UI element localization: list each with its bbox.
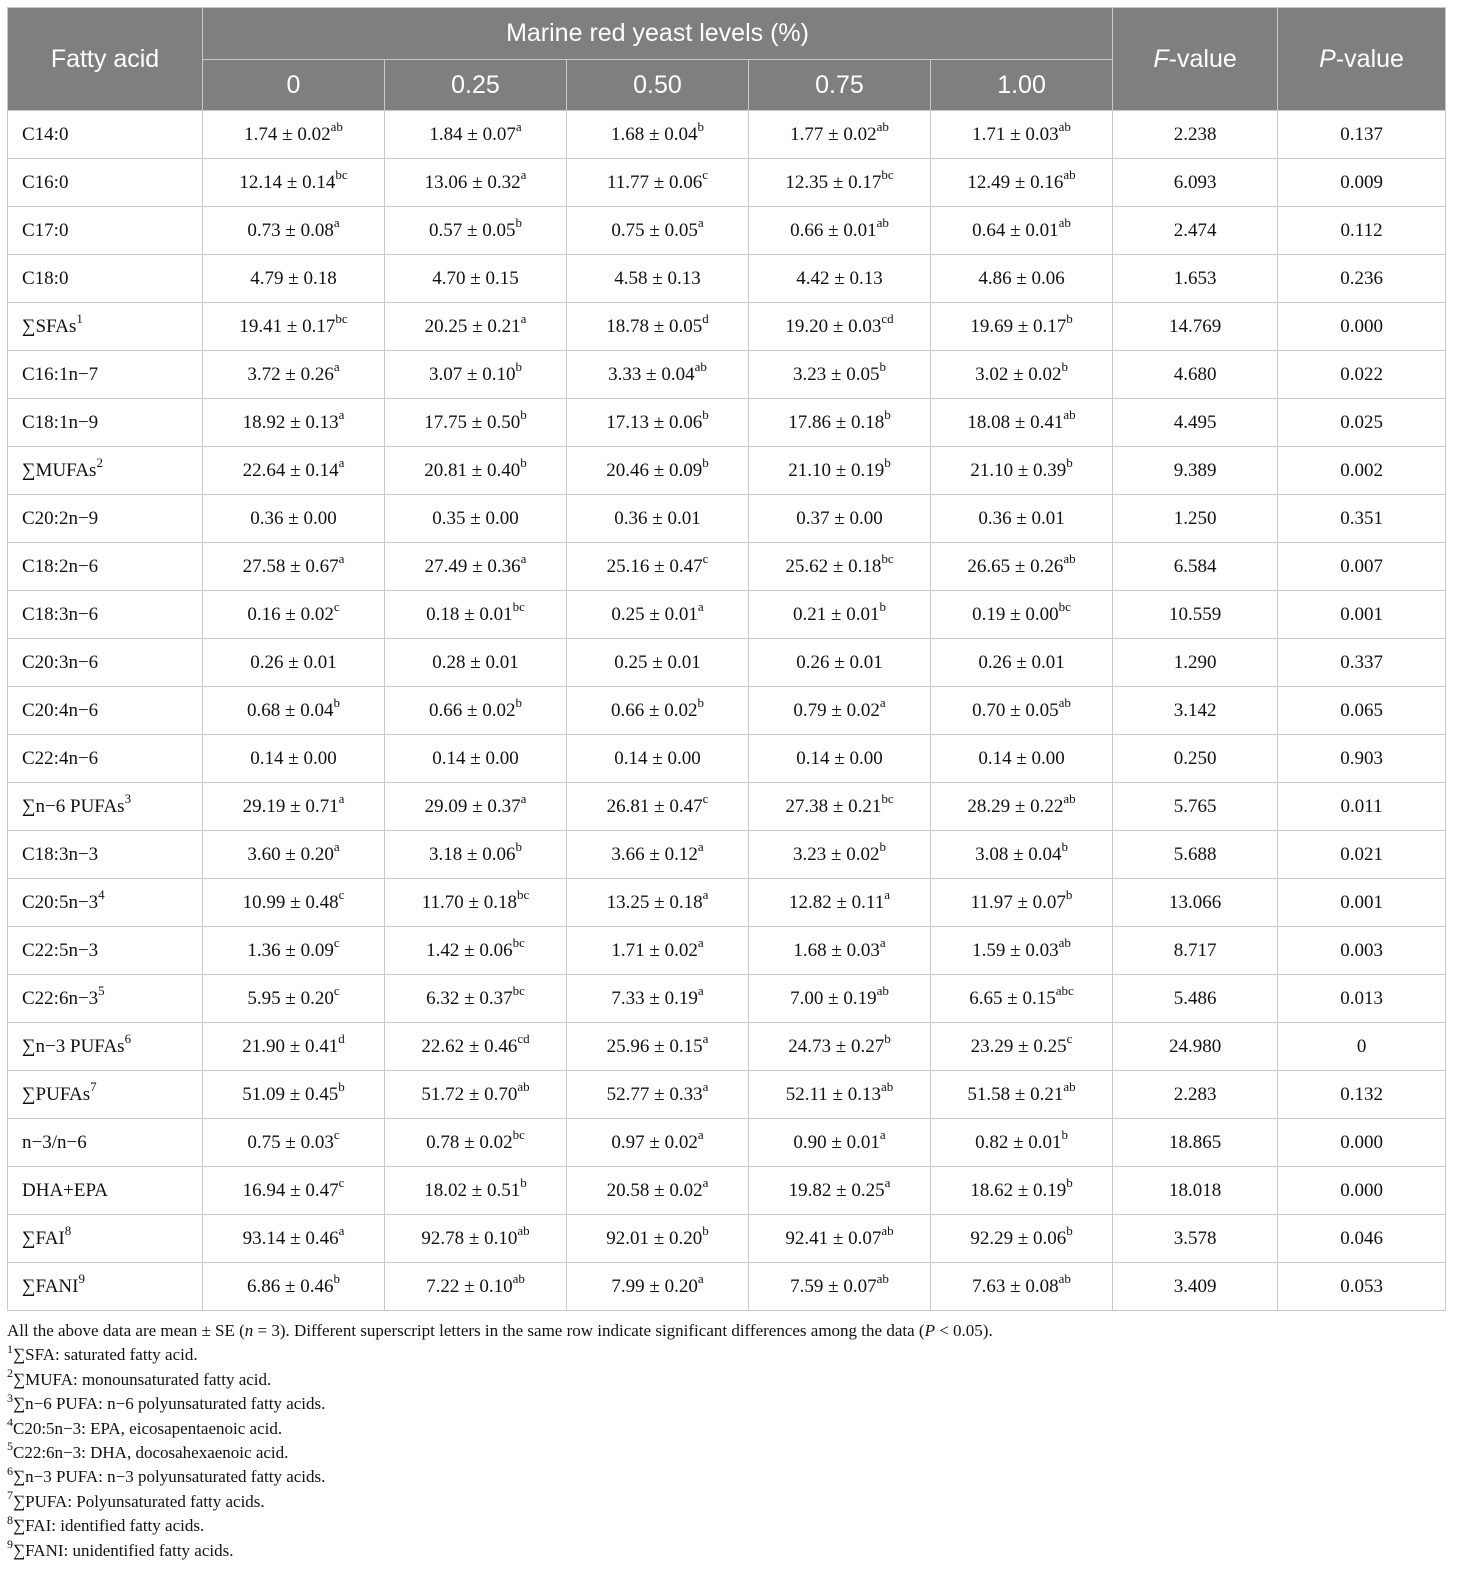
value-cell: 0.57 ± 0.05$^b$	[385, 207, 567, 255]
value-cell: 93.14 ± 0.46$^a$	[203, 1215, 385, 1263]
row-label: ∑FANI$^9$	[8, 1263, 203, 1311]
value-cell: 0.37 ± 0.00	[749, 495, 931, 543]
table-row	[8, 927, 1446, 975]
value-cell: 6.86 ± 0.46$^b$	[203, 1263, 385, 1311]
table-row	[8, 543, 1446, 591]
f-value-cell: 2.474	[1113, 207, 1278, 255]
p-value-cell: 0.025	[1278, 399, 1446, 447]
value-cell: 0.36 ± 0.00	[203, 495, 385, 543]
p-value-cell: 0.112	[1278, 207, 1446, 255]
value-cell: 0.21 ± 0.01$^b$	[749, 591, 931, 639]
value-cell: 13.25 ± 0.18$^a$	[567, 879, 749, 927]
value-cell: 6.32 ± 0.37$^{bc}$	[385, 975, 567, 1023]
f-value-cell: 13.066	[1113, 879, 1278, 927]
table-row	[8, 255, 1446, 303]
value-cell: 18.62 ± 0.19$^b$	[931, 1167, 1113, 1215]
value-cell: 3.18 ± 0.06$^b$	[385, 831, 567, 879]
f-value-cell: 2.283	[1113, 1071, 1278, 1119]
value-cell: 12.49 ± 0.16$^{ab}$	[931, 159, 1113, 207]
value-cell: 25.62 ± 0.18$^{bc}$	[749, 543, 931, 591]
f-value-cell: 1.290	[1113, 639, 1278, 687]
p-value-cell: 0.022	[1278, 351, 1446, 399]
footnote: $^6$∑n−3 PUFA: n−3 polyunsaturated fatty acids.	[7, 1463, 326, 1487]
table-row	[8, 879, 1446, 927]
p-value-cell: 0.009	[1278, 159, 1446, 207]
header-level: 0	[203, 60, 385, 111]
row-label: ∑SFAs$^1$	[8, 303, 203, 351]
row-label: C20:2n−9	[8, 495, 203, 543]
p-value-cell: 0.132	[1278, 1071, 1446, 1119]
value-cell: 27.49 ± 0.36$^a$	[385, 543, 567, 591]
table-notes	[7, 1319, 1445, 1563]
table-row	[8, 1167, 1446, 1215]
value-cell: 0.26 ± 0.01	[749, 639, 931, 687]
table-row	[8, 975, 1446, 1023]
value-cell: 1.84 ± 0.07$^a$	[385, 111, 567, 159]
value-cell: 11.97 ± 0.07$^b$	[931, 879, 1113, 927]
table-row	[8, 399, 1446, 447]
value-cell: 3.23 ± 0.02$^b$	[749, 831, 931, 879]
value-cell: 0.25 ± 0.01	[567, 639, 749, 687]
footnote: $^5$C22:6n−3: DHA, docosahexaenoic acid.	[7, 1439, 289, 1463]
p-value-cell: 0.001	[1278, 879, 1446, 927]
row-label: C14:0	[8, 111, 203, 159]
table-row	[8, 351, 1446, 399]
value-cell: 18.02 ± 0.51$^b$	[385, 1167, 567, 1215]
value-cell: 17.75 ± 0.50$^b$	[385, 399, 567, 447]
value-cell: 92.41 ± 0.07$^{ab}$	[749, 1215, 931, 1263]
value-cell: 0.14 ± 0.00	[385, 735, 567, 783]
value-cell: 3.60 ± 0.20$^a$	[203, 831, 385, 879]
row-label: C17:0	[8, 207, 203, 255]
row-label: ∑MUFAs$^2$	[8, 447, 203, 495]
row-label: C20:4n−6	[8, 687, 203, 735]
f-value-cell: 1.653	[1113, 255, 1278, 303]
value-cell: 27.58 ± 0.67$^a$	[203, 543, 385, 591]
value-cell: 21.10 ± 0.19$^b$	[749, 447, 931, 495]
header-f-value: F-value	[1113, 8, 1278, 111]
value-cell: 1.59 ± 0.03$^{ab}$	[931, 927, 1113, 975]
p-value-cell: 0.013	[1278, 975, 1446, 1023]
footnote-list	[7, 1343, 1445, 1563]
p-value-cell: 0.137	[1278, 111, 1446, 159]
row-label: C16:1n−7	[8, 351, 203, 399]
value-cell: 52.11 ± 0.13$^{ab}$	[749, 1071, 931, 1119]
value-cell: 3.08 ± 0.04$^b$	[931, 831, 1113, 879]
value-cell: 0.79 ± 0.02$^a$	[749, 687, 931, 735]
table-row	[8, 495, 1446, 543]
value-cell: 0.75 ± 0.05$^a$	[567, 207, 749, 255]
row-label: ∑PUFAs$^7$	[8, 1071, 203, 1119]
row-label: C18:2n−6	[8, 543, 203, 591]
footnote: $^8$∑FAI: identified fatty acids.	[7, 1512, 205, 1536]
value-cell: 4.42 ± 0.13	[749, 255, 931, 303]
value-cell: 1.74 ± 0.02$^{ab}$	[203, 111, 385, 159]
table-row	[8, 1023, 1446, 1071]
f-value-cell: 4.680	[1113, 351, 1278, 399]
value-cell: 0.26 ± 0.01	[931, 639, 1113, 687]
footnote: $^1$∑SFA: saturated fatty acid.	[7, 1341, 198, 1365]
value-cell: 7.59 ± 0.07$^{ab}$	[749, 1263, 931, 1311]
note-main: All the above data are mean ± SE (n = 3). Different superscript letters in the same row indicate significant differences among the data (P < 0.05).	[7, 1321, 993, 1340]
value-cell: 19.41 ± 0.17$^{bc}$	[203, 303, 385, 351]
value-cell: 4.58 ± 0.13	[567, 255, 749, 303]
value-cell: 4.70 ± 0.15	[385, 255, 567, 303]
table-row	[8, 303, 1446, 351]
value-cell: 0.19 ± 0.00$^{bc}$	[931, 591, 1113, 639]
value-cell: 0.26 ± 0.01	[203, 639, 385, 687]
value-cell: 20.58 ± 0.02$^a$	[567, 1167, 749, 1215]
value-cell: 0.25 ± 0.01$^a$	[567, 591, 749, 639]
p-value-cell: 0.011	[1278, 783, 1446, 831]
value-cell: 21.10 ± 0.39$^b$	[931, 447, 1113, 495]
f-value-cell: 6.584	[1113, 543, 1278, 591]
row-label: $C20:5n-3^4$	[8, 879, 203, 927]
row-label: C22:5n−3	[8, 927, 203, 975]
value-cell: 24.73 ± 0.27$^b$	[749, 1023, 931, 1071]
value-cell: 22.62 ± 0.46$^{cd}$	[385, 1023, 567, 1071]
value-cell: 1.36 ± 0.09$^c$	[203, 927, 385, 975]
value-cell: 0.73 ± 0.08$^a$	[203, 207, 385, 255]
f-value-cell: 5.765	[1113, 783, 1278, 831]
p-value-cell: 0.000	[1278, 1119, 1446, 1167]
p-value-cell: 0.046	[1278, 1215, 1446, 1263]
row-label: C22:4n−6	[8, 735, 203, 783]
value-cell: 1.68 ± 0.04$^b$	[567, 111, 749, 159]
header-p-value: P-value	[1278, 8, 1446, 111]
value-cell: 17.13 ± 0.06$^b$	[567, 399, 749, 447]
value-cell: 7.22 ± 0.10$^{ab}$	[385, 1263, 567, 1311]
value-cell: 20.25 ± 0.21$^a$	[385, 303, 567, 351]
p-value-cell: 0.002	[1278, 447, 1446, 495]
value-cell: 29.19 ± 0.71$^a$	[203, 783, 385, 831]
value-cell: 0.14 ± 0.00	[567, 735, 749, 783]
value-cell: 22.64 ± 0.14$^a$	[203, 447, 385, 495]
table-row	[8, 735, 1446, 783]
table-row	[8, 1071, 1446, 1119]
value-cell: 1.71 ± 0.03$^{ab}$	[931, 111, 1113, 159]
footnote: $^2$∑MUFA: monounsaturated fatty acid.	[7, 1366, 272, 1389]
p-value-cell: 0.236	[1278, 255, 1446, 303]
table-row	[8, 687, 1446, 735]
value-cell: 12.14 ± 0.14$^{bc}$	[203, 159, 385, 207]
header-level: 0.25	[385, 60, 567, 111]
value-cell: 25.16 ± 0.47$^c$	[567, 543, 749, 591]
p-value-cell: 0.000	[1278, 303, 1446, 351]
value-cell: 0.78 ± 0.02$^{bc}$	[385, 1119, 567, 1167]
f-value-cell: 8.717	[1113, 927, 1278, 975]
p-value-cell: 0.001	[1278, 591, 1446, 639]
table-row	[8, 159, 1446, 207]
value-cell: 12.82 ± 0.11$^a$	[749, 879, 931, 927]
row-label: C16:0	[8, 159, 203, 207]
row-label: C18:0	[8, 255, 203, 303]
value-cell: 0.70 ± 0.05$^{ab}$	[931, 687, 1113, 735]
row-label: ∑n−6 PUFAs$^3$	[8, 783, 203, 831]
fatty-acid-table-figure	[7, 7, 1445, 1563]
value-cell: 11.70 ± 0.18$^{bc}$	[385, 879, 567, 927]
value-cell: 7.00 ± 0.19$^{ab}$	[749, 975, 931, 1023]
value-cell: 10.99 ± 0.48$^c$	[203, 879, 385, 927]
value-cell: 5.95 ± 0.20$^c$	[203, 975, 385, 1023]
fatty-acid-table	[7, 7, 1446, 1311]
f-value-cell: 5.486	[1113, 975, 1278, 1023]
header-fatty-acid: Fatty acid	[8, 8, 203, 111]
row-label: C18:1n−9	[8, 399, 203, 447]
value-cell: 1.68 ± 0.03$^a$	[749, 927, 931, 975]
value-cell: 0.36 ± 0.01	[931, 495, 1113, 543]
p-value-cell: 0.903	[1278, 735, 1446, 783]
value-cell: 0.14 ± 0.00	[931, 735, 1113, 783]
header-group-title: Marine red yeast levels (%)	[203, 8, 1113, 60]
value-cell: 18.08 ± 0.41$^{ab}$	[931, 399, 1113, 447]
footnote: $^7$∑PUFA: Polyunsaturated fatty acids.	[7, 1488, 265, 1511]
header-level: 0.75	[749, 60, 931, 111]
value-cell: 3.02 ± 0.02$^b$	[931, 351, 1113, 399]
value-cell: 51.72 ± 0.70$^{ab}$	[385, 1071, 567, 1119]
value-cell: 92.78 ± 0.10$^{ab}$	[385, 1215, 567, 1263]
header-level: 0.50	[567, 60, 749, 111]
p-value-cell: 0	[1278, 1023, 1446, 1071]
table-row	[8, 1119, 1446, 1167]
value-cell: 12.35 ± 0.17$^{bc}$	[749, 159, 931, 207]
f-value-cell: 5.688	[1113, 831, 1278, 879]
value-cell: 1.71 ± 0.02$^a$	[567, 927, 749, 975]
row-label: C20:3n−6	[8, 639, 203, 687]
f-value-cell: 6.093	[1113, 159, 1278, 207]
f-value-cell: 3.578	[1113, 1215, 1278, 1263]
value-cell: 3.66 ± 0.12$^a$	[567, 831, 749, 879]
p-value-cell: 0.003	[1278, 927, 1446, 975]
f-value-cell: 24.980	[1113, 1023, 1278, 1071]
value-cell: 18.92 ± 0.13$^a$	[203, 399, 385, 447]
f-value-cell: 2.238	[1113, 111, 1278, 159]
value-cell: 11.77 ± 0.06$^c$	[567, 159, 749, 207]
value-cell: 3.33 ± 0.04$^{ab}$	[567, 351, 749, 399]
p-value-cell: 0.337	[1278, 639, 1446, 687]
table-body	[8, 111, 1446, 1311]
value-cell: 27.38 ± 0.21$^{bc}$	[749, 783, 931, 831]
row-label: ∑n−3 PUFAs$^6$	[8, 1023, 203, 1071]
value-cell: 13.06 ± 0.32$^a$	[385, 159, 567, 207]
table-row	[8, 831, 1446, 879]
table-row	[8, 447, 1446, 495]
value-cell: 26.81 ± 0.47$^c$	[567, 783, 749, 831]
table-row	[8, 207, 1446, 255]
row-label: $C22:6n-3^5$	[8, 975, 203, 1023]
value-cell: 0.90 ± 0.01$^a$	[749, 1119, 931, 1167]
footnote: $^3$∑n−6 PUFA: n−6 polyunsaturated fatty acids.	[7, 1390, 326, 1414]
value-cell: 0.66 ± 0.01$^{ab}$	[749, 207, 931, 255]
f-value-cell: 9.389	[1113, 447, 1278, 495]
value-cell: 29.09 ± 0.37$^a$	[385, 783, 567, 831]
value-cell: 3.07 ± 0.10$^b$	[385, 351, 567, 399]
f-value-cell: 4.495	[1113, 399, 1278, 447]
value-cell: 28.29 ± 0.22$^{ab}$	[931, 783, 1113, 831]
value-cell: 16.94 ± 0.47$^c$	[203, 1167, 385, 1215]
table-row	[8, 639, 1446, 687]
value-cell: 0.66 ± 0.02$^b$	[567, 687, 749, 735]
footnote: $^9$∑FANI: unidentified fatty acids.	[7, 1537, 234, 1560]
header-level: 1.00	[931, 60, 1113, 111]
p-value-cell: 0.065	[1278, 687, 1446, 735]
value-cell: 3.72 ± 0.26$^a$	[203, 351, 385, 399]
value-cell: 19.82 ± 0.25$^a$	[749, 1167, 931, 1215]
value-cell: 0.66 ± 0.02$^b$	[385, 687, 567, 735]
value-cell: 0.36 ± 0.01	[567, 495, 749, 543]
f-value-cell: 14.769	[1113, 303, 1278, 351]
value-cell: 1.42 ± 0.06$^{bc}$	[385, 927, 567, 975]
table-row	[8, 591, 1446, 639]
value-cell: 51.09 ± 0.45$^b$	[203, 1071, 385, 1119]
value-cell: 4.86 ± 0.06	[931, 255, 1113, 303]
value-cell: 20.81 ± 0.40$^b$	[385, 447, 567, 495]
value-cell: 17.86 ± 0.18$^b$	[749, 399, 931, 447]
value-cell: 20.46 ± 0.09$^b$	[567, 447, 749, 495]
p-value-cell: 0.000	[1278, 1167, 1446, 1215]
row-label: DHA+EPA	[8, 1167, 203, 1215]
value-cell: 0.14 ± 0.00	[203, 735, 385, 783]
value-cell: 19.20 ± 0.03$^{cd}$	[749, 303, 931, 351]
value-cell: 51.58 ± 0.21$^{ab}$	[931, 1071, 1113, 1119]
f-value-cell: 3.409	[1113, 1263, 1278, 1311]
value-cell: 0.82 ± 0.01$^b$	[931, 1119, 1113, 1167]
value-cell: 3.23 ± 0.05$^b$	[749, 351, 931, 399]
value-cell: 7.99 ± 0.20$^a$	[567, 1263, 749, 1311]
f-value-cell: 0.250	[1113, 735, 1278, 783]
value-cell: 0.97 ± 0.02$^a$	[567, 1119, 749, 1167]
value-cell: 1.77 ± 0.02$^{ab}$	[749, 111, 931, 159]
value-cell: 0.18 ± 0.01$^{bc}$	[385, 591, 567, 639]
value-cell: 19.69 ± 0.17$^b$	[931, 303, 1113, 351]
row-label: C18:3n−6	[8, 591, 203, 639]
row-label: ∑FAI$^8$	[8, 1215, 203, 1263]
value-cell: 7.63 ± 0.08$^{ab}$	[931, 1263, 1113, 1311]
f-value-cell: 1.250	[1113, 495, 1278, 543]
value-cell: 26.65 ± 0.26$^{ab}$	[931, 543, 1113, 591]
value-cell: 92.01 ± 0.20$^b$	[567, 1215, 749, 1263]
value-cell: 92.29 ± 0.06$^b$	[931, 1215, 1113, 1263]
table-row	[8, 1263, 1446, 1311]
value-cell: 0.68 ± 0.04$^b$	[203, 687, 385, 735]
value-cell: 0.64 ± 0.01$^{ab}$	[931, 207, 1113, 255]
p-value-cell: 0.053	[1278, 1263, 1446, 1311]
p-value-cell: 0.007	[1278, 543, 1446, 591]
value-cell: 0.16 ± 0.02$^c$	[203, 591, 385, 639]
value-cell: 52.77 ± 0.33$^a$	[567, 1071, 749, 1119]
p-value-cell: 0.351	[1278, 495, 1446, 543]
value-cell: 6.65 ± 0.15$^{abc}$	[931, 975, 1113, 1023]
p-value-cell: 0.021	[1278, 831, 1446, 879]
value-cell: 23.29 ± 0.25$^c$	[931, 1023, 1113, 1071]
value-cell: 0.35 ± 0.00	[385, 495, 567, 543]
table-row	[8, 1215, 1446, 1263]
f-value-cell: 18.865	[1113, 1119, 1278, 1167]
value-cell: 0.28 ± 0.01	[385, 639, 567, 687]
f-value-cell: 18.018	[1113, 1167, 1278, 1215]
f-value-cell: 10.559	[1113, 591, 1278, 639]
footnote: $^4$C20:5n−3: EPA, eicosapentaenoic acid.	[7, 1414, 283, 1438]
value-cell: 21.90 ± 0.41$^d$	[203, 1023, 385, 1071]
value-cell: 7.33 ± 0.19$^a$	[567, 975, 749, 1023]
value-cell: 18.78 ± 0.05$^d$	[567, 303, 749, 351]
value-cell: 0.75 ± 0.03$^c$	[203, 1119, 385, 1167]
value-cell: 4.79 ± 0.18	[203, 255, 385, 303]
value-cell: 0.14 ± 0.00	[749, 735, 931, 783]
table-row	[8, 111, 1446, 159]
row-label: C18:3n−3	[8, 831, 203, 879]
f-value-cell: 3.142	[1113, 687, 1278, 735]
table-row	[8, 783, 1446, 831]
value-cell: 25.96 ± 0.15$^a$	[567, 1023, 749, 1071]
row-label: n−3/n−6	[8, 1119, 203, 1167]
